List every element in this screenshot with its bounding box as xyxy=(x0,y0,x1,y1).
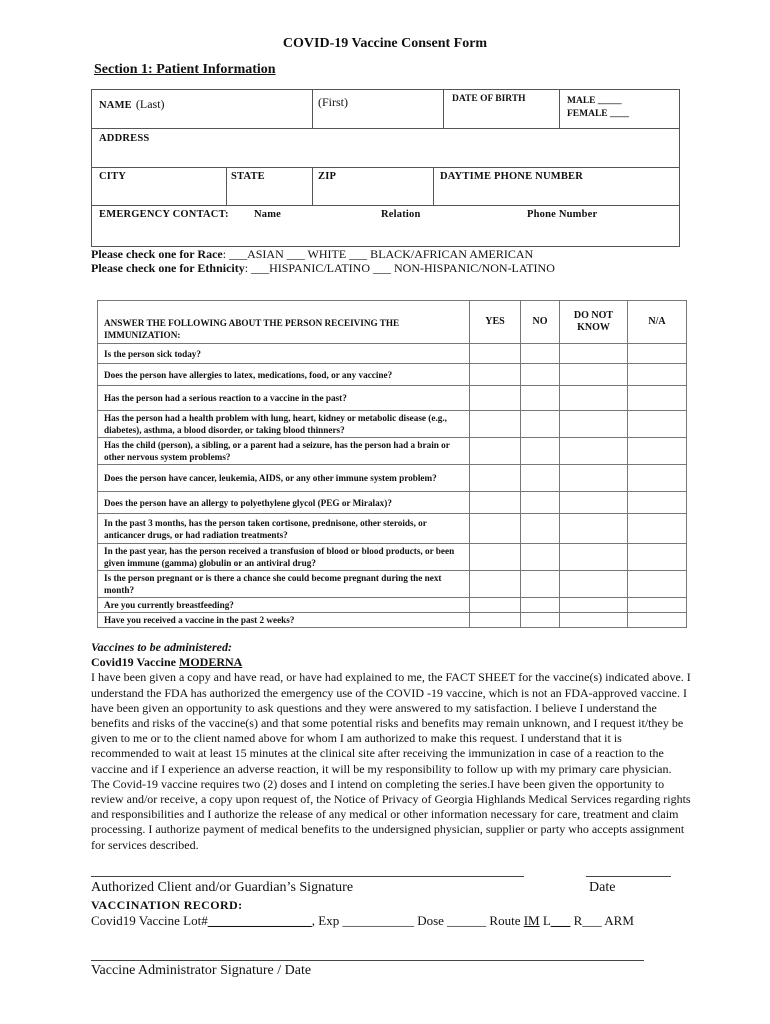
client-signature-label: Authorized Client and/or Guardian’s Signature xyxy=(91,880,354,895)
answer-cell[interactable] xyxy=(560,613,628,628)
last-name-field[interactable]: (Last) xyxy=(135,97,165,111)
table-row: Does the person have an allergy to polyethylene glycol (PEG or Miralax)? xyxy=(98,492,470,514)
address-field[interactable]: ADDRESS xyxy=(99,133,150,144)
answer-cell[interactable] xyxy=(521,344,560,364)
answer-cell[interactable] xyxy=(560,344,628,364)
table-row: Are you currently breastfeeding? xyxy=(98,598,470,613)
answer-cell[interactable] xyxy=(521,364,560,386)
answer-cell[interactable] xyxy=(470,411,521,438)
answer-cell[interactable] xyxy=(560,411,628,438)
table-header: ANSWER THE FOLLOWING ABOUT THE PERSON RECEIVING THE IMMUNIZATION: xyxy=(98,301,470,344)
phone-field[interactable]: DAYTIME PHONE NUMBER xyxy=(440,171,584,182)
answer-cell[interactable] xyxy=(628,492,687,514)
answer-cell[interactable] xyxy=(560,465,628,492)
name-label: NAME xyxy=(99,100,132,111)
consent-text: I have been given a copy and have read, or have had explained to me, the FACT SHEET for the vaccine(s) indicated above. I understand the FDA has authorized the emergency use of the COVID -19 vaccine, which is not an FDA-approved vaccine. I have been given an opportunity to ask questions and they were answered to my satisfaction. I believe I understand the benefits and risks of the vaccine(s) and that some potential risks and benefits may remain unknown, and I request it/they be given to me or to the client named above for whom I am authorized to make this request. I understand that it is recommended to wait at least 15 minutes at the clinical site after receiving the immunization in case of a reaction to the vaccine and if I experience an adverse reaction, it will be my responsibility to follow up with my primary care physician. The Covid-19 vaccine requires two (2) doses and I intend on completing the series.I have been given the opportunity to review and/or receive, a copy upon request of, the Notice of Privacy of Georgia Highlands Medical Services regarding rights and responsibilities and I authorize the release of any medical or other information necessary for care, treatment and claim processing. I authorize payment of medical benefits to the undersigned physician, supplier or party who accepts assignment for services described. xyxy=(91,670,691,852)
answer-cell[interactable] xyxy=(628,613,687,628)
answer-cell[interactable] xyxy=(560,514,628,544)
dob-field[interactable]: DATE OF BIRTH xyxy=(452,94,526,104)
table-row: Is the person sick today? xyxy=(98,344,470,364)
answer-cell[interactable] xyxy=(560,544,628,571)
table-row: Does the person have allergies to latex, medications, food, or any vaccine? xyxy=(98,364,470,386)
answer-cell[interactable] xyxy=(521,571,560,598)
date-label: Date xyxy=(589,880,616,895)
emergency-name-field[interactable]: Name xyxy=(254,209,282,220)
answer-cell[interactable] xyxy=(470,344,521,364)
patient-info-box xyxy=(91,89,680,247)
answer-cell[interactable] xyxy=(628,544,687,571)
answer-cell[interactable] xyxy=(470,544,521,571)
table-row: Has the person had a serious reaction to a vaccine in the past? xyxy=(98,386,470,411)
table-row: In the past year, has the person received a transfusion of blood or blood products, or been given immune (gamma) globulin or an antiviral drug? xyxy=(98,544,470,571)
answer-cell[interactable] xyxy=(521,492,560,514)
col-na: N/A xyxy=(628,301,687,344)
table-row: In the past 3 months, has the person taken cortisone, prednisone, other steroids, or anticancer drugs, or had radiation treatments? xyxy=(98,514,470,544)
city-field[interactable]: CITY xyxy=(99,171,127,182)
vaccine-line: Covid19 Vaccine MODERNA xyxy=(91,655,243,670)
administrator-signature-label: Vaccine Administrator Signature / Date xyxy=(91,963,312,978)
col-yes: YES xyxy=(470,301,521,344)
consent-section xyxy=(91,640,691,853)
vaccination-record-line[interactable]: Covid19 Vaccine Lot#________________, Exp ___________ Dose ______ Route IM L___ R___ ARM xyxy=(91,913,634,928)
vaccination-record-title: VACCINATION RECORD: xyxy=(91,898,243,912)
answer-cell[interactable] xyxy=(470,364,521,386)
vaccines-title: Vaccines to be administered: xyxy=(91,640,232,654)
emergency-relation-field[interactable]: Relation xyxy=(381,209,421,220)
emergency-phone-field[interactable]: Phone Number xyxy=(527,209,598,220)
table-row: Has the child (person), a sibling, or a parent had a seizure, has the person had a brain or other nervous system problems? xyxy=(98,438,470,465)
answer-cell[interactable] xyxy=(560,386,628,411)
screening-table xyxy=(97,300,687,628)
male-option[interactable]: MALE _____ xyxy=(567,96,622,106)
table-row: Is the person pregnant or is there a chance she could become pregnant during the next month? xyxy=(98,571,470,598)
answer-cell[interactable] xyxy=(470,598,521,613)
answer-cell[interactable] xyxy=(560,598,628,613)
answer-cell[interactable] xyxy=(560,492,628,514)
col-do-not-know: DO NOT KNOW xyxy=(560,301,628,344)
answer-cell[interactable] xyxy=(470,492,521,514)
answer-cell[interactable] xyxy=(521,465,560,492)
ethnicity-line[interactable]: Please check one for Ethnicity: ___HISPANIC/LATINO ___ NON-HISPANIC/NON-LATINO xyxy=(91,261,555,275)
first-name-field[interactable]: (First) xyxy=(318,95,348,109)
date-line[interactable] xyxy=(586,876,671,877)
state-field[interactable]: STATE xyxy=(231,171,265,182)
female-option[interactable]: FEMALE ____ xyxy=(567,109,630,119)
answer-cell[interactable] xyxy=(628,411,687,438)
col-no: NO xyxy=(521,301,560,344)
emergency-contact-label: EMERGENCY CONTACT: xyxy=(99,209,229,220)
administrator-signature-line[interactable] xyxy=(91,960,644,961)
answer-cell[interactable] xyxy=(560,364,628,386)
answer-cell[interactable] xyxy=(470,438,521,465)
answer-cell[interactable] xyxy=(628,438,687,465)
section-heading: Section 1: Patient Information xyxy=(94,62,276,77)
answer-cell[interactable] xyxy=(628,514,687,544)
answer-cell[interactable] xyxy=(521,598,560,613)
answer-cell[interactable] xyxy=(628,386,687,411)
answer-cell[interactable] xyxy=(560,571,628,598)
answer-cell[interactable] xyxy=(470,386,521,411)
answer-cell[interactable] xyxy=(628,364,687,386)
table-row: Does the person have cancer, leukemia, AIDS, or any other immune system problem? xyxy=(98,465,470,492)
answer-cell[interactable] xyxy=(470,465,521,492)
answer-cell[interactable] xyxy=(628,598,687,613)
zip-field[interactable]: ZIP xyxy=(318,171,337,182)
table-row: Have you received a vaccine in the past 2 weeks? xyxy=(98,613,470,628)
answer-cell[interactable] xyxy=(521,544,560,571)
answer-cell[interactable] xyxy=(521,613,560,628)
vaccine-name: MODERNA xyxy=(179,655,243,670)
answer-cell[interactable] xyxy=(628,571,687,598)
answer-cell[interactable] xyxy=(521,411,560,438)
race-line[interactable]: Please check one for Race: ___ASIAN ___ WHITE ___ BLACK/AFRICAN AMERICAN xyxy=(91,247,534,261)
answer-cell[interactable] xyxy=(521,514,560,544)
answer-cell[interactable] xyxy=(521,386,560,411)
page-title: COVID-19 Vaccine Consent Form xyxy=(282,36,488,51)
answer-cell[interactable] xyxy=(470,514,521,544)
answer-cell[interactable] xyxy=(560,438,628,465)
answer-cell[interactable] xyxy=(470,613,521,628)
table-row: Has the person had a health problem with lung, heart, kidney or metabolic disease (e.g., diabetes), asthma, a blood disorder, or taking blood thinners? xyxy=(98,411,470,438)
answer-cell[interactable] xyxy=(628,465,687,492)
answer-cell[interactable] xyxy=(470,571,521,598)
client-signature-line[interactable] xyxy=(91,876,524,877)
answer-cell[interactable] xyxy=(628,344,687,364)
answer-cell[interactable] xyxy=(521,438,560,465)
